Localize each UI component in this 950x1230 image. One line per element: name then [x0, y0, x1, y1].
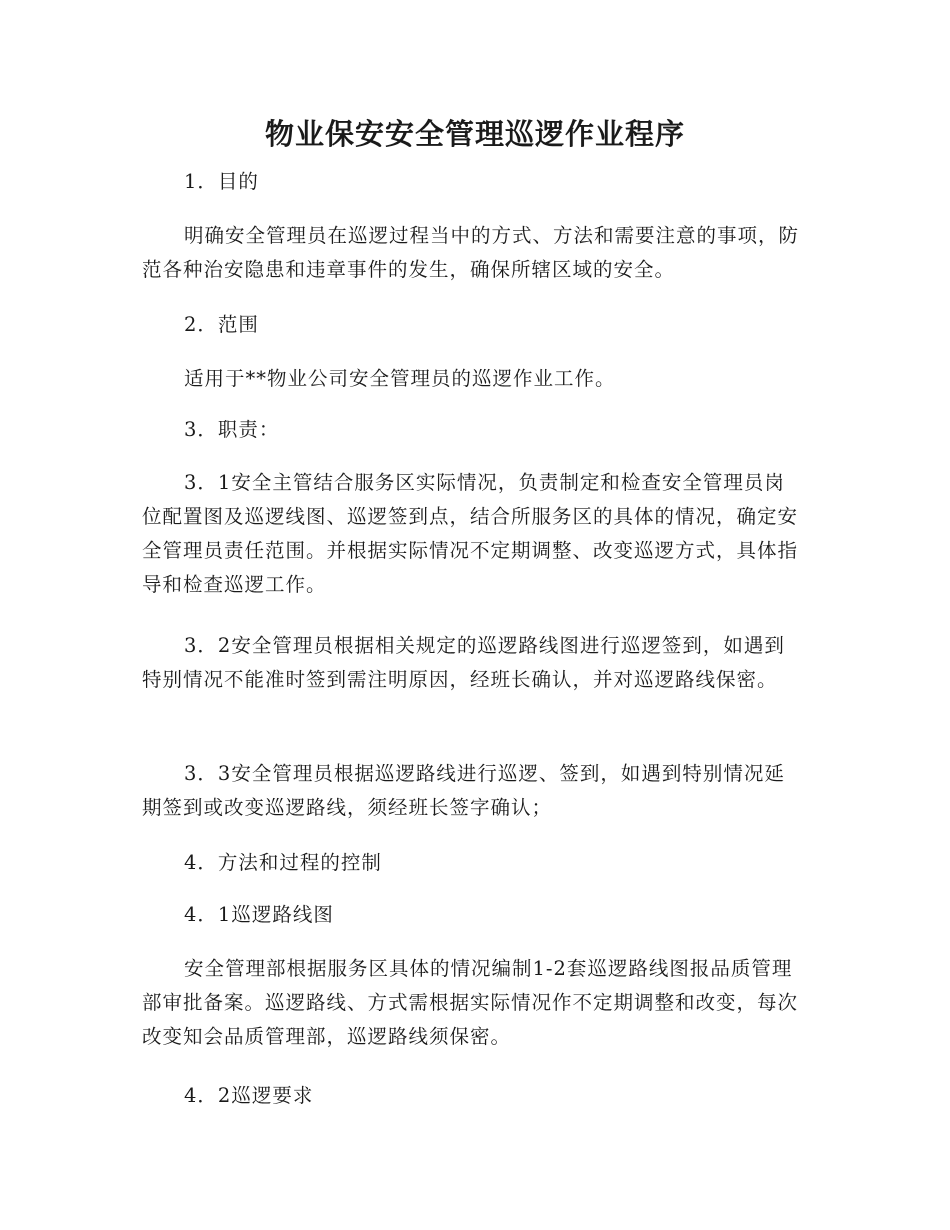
document-title: 物业保安安全管理巡逻作业程序: [264, 117, 685, 151]
paragraph-duty-3-3: 3．3安全管理员根据巡逻路线进行巡逻、签到，如遇到特别情况延期签到或改变巡逻路线，须经班长签字确认；: [142, 762, 785, 819]
paragraph-duty-3-1: 3．1安全主管结合服务区实际情况，负责制定和检查安全管理员岗位配置图及巡逻线图、巡逻签到点，结合所服务区的具体的情况，确定安全管理员责任范围。并根据实际情况不定期调整、改变巡逻方式，具体指导和检查巡逻工作。: [142, 471, 799, 596]
section-heading-scope: 2．范围: [184, 313, 259, 336]
paragraph-purpose-body: 明确安全管理员在巡逻过程当中的方式、方法和需要注意的事项，防范各种治安隐患和违章事件的发生，确保所辖区域的安全。: [142, 224, 800, 281]
section-heading-methods: 4．方法和过程的控制: [184, 851, 382, 874]
section-heading-duties: 3．职责：: [184, 418, 280, 441]
paragraph-patrol-route-body: 安全管理部根据服务区具体的情况编制1-2套巡逻路线图报品质管理部审批备案。巡逻路线、方式需根据实际情况作不定期调整和改变，每次改变知会品质管理部，巡逻路线须保密。: [142, 957, 799, 1048]
paragraph-scope-body: 适用于**物业公司安全管理员的巡逻作业工作。: [184, 367, 616, 390]
section-heading-patrol-route: 4．1巡逻路线图: [184, 903, 334, 926]
section-heading-patrol-requirements: 4．2巡逻要求: [184, 1084, 314, 1107]
section-heading-purpose: 1．目的: [184, 170, 259, 193]
paragraph-duty-3-2: 3．2安全管理员根据相关规定的巡逻路线图进行巡逻签到，如遇到特别情况不能准时签到需注明原因，经班长确认，并对巡逻路线保密。: [142, 634, 785, 691]
